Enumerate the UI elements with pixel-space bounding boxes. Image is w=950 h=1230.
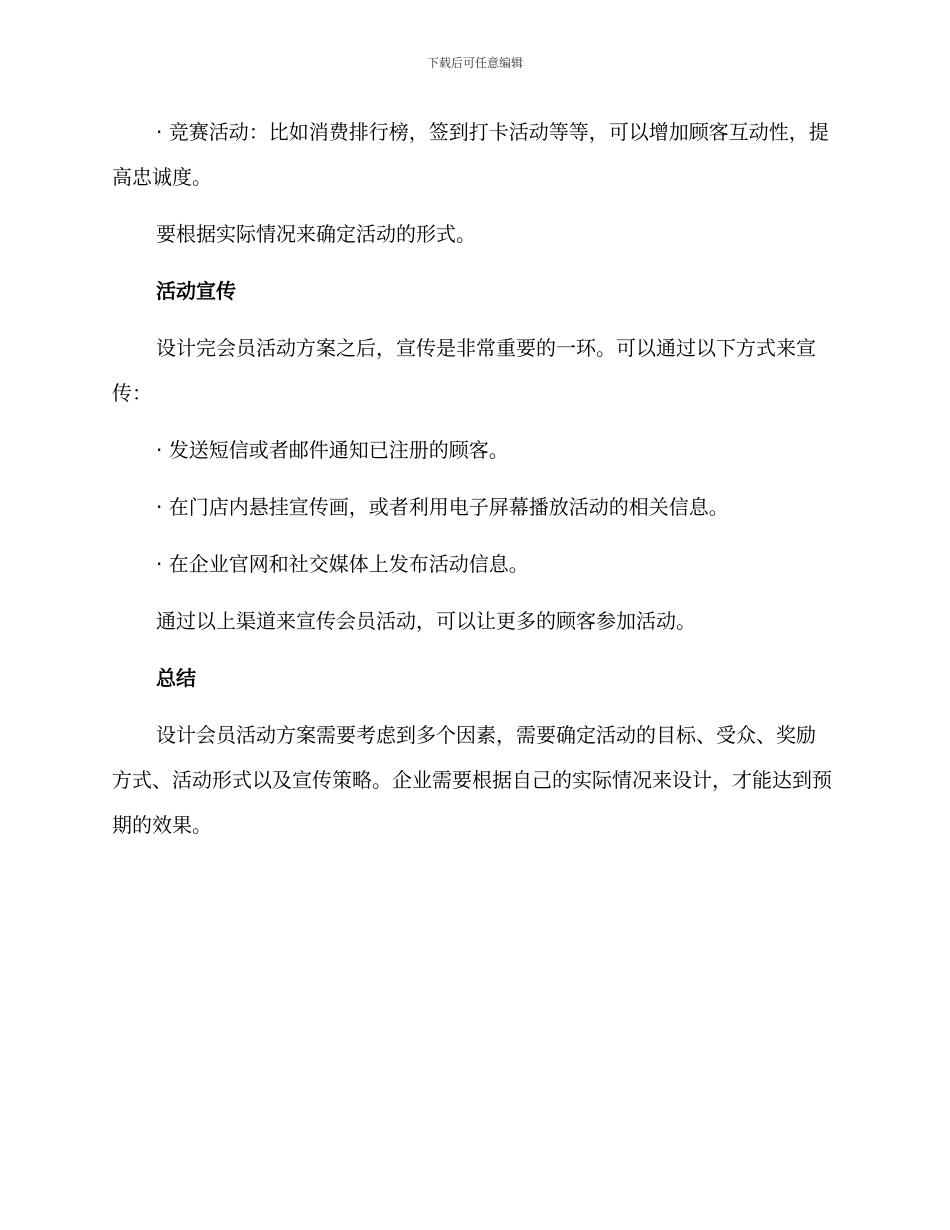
- paragraph-conclusion: 设计会员活动方案需要考虑到多个因素，需要确定活动的目标、受众、奖励方式、活动形式以及宣传策略。企业需要根据自己的实际情况来设计，才能达到预期的效果。: [112, 723, 832, 837]
- section-heading-summary: 总结: [156, 666, 196, 690]
- bullet-store-poster: · 在门店内悬挂宣传画，或者利用电子屏幕播放活动的相关信息。: [156, 495, 729, 519]
- paragraph-activity-form: 要根据实际情况来确定活动的形式。: [156, 222, 476, 246]
- page-header: 下载后可任意编辑: [426, 56, 523, 70]
- paragraph-promotion-intro: 设计完会员活动方案之后，宣传是非常重要的一环。可以通过以下方式来宣传：: [112, 336, 816, 405]
- document-body: [112, 110, 834, 860]
- section-heading-promotion: 活动宣传: [156, 279, 236, 303]
- bullet-sms-email: · 发送短信或者邮件通知已注册的顾客。: [156, 438, 509, 462]
- bullet-website-social: · 在企业官网和社交媒体上发布活动信息。: [156, 552, 529, 576]
- paragraph-promotion-summary: 通过以上渠道来宣传会员活动，可以让更多的顾客参加活动。: [156, 609, 696, 633]
- bullet-competition: · 竞赛活动：比如消费排行榜，签到打卡活动等等，可以增加顾客互动性，提高忠诚度。: [112, 120, 829, 189]
